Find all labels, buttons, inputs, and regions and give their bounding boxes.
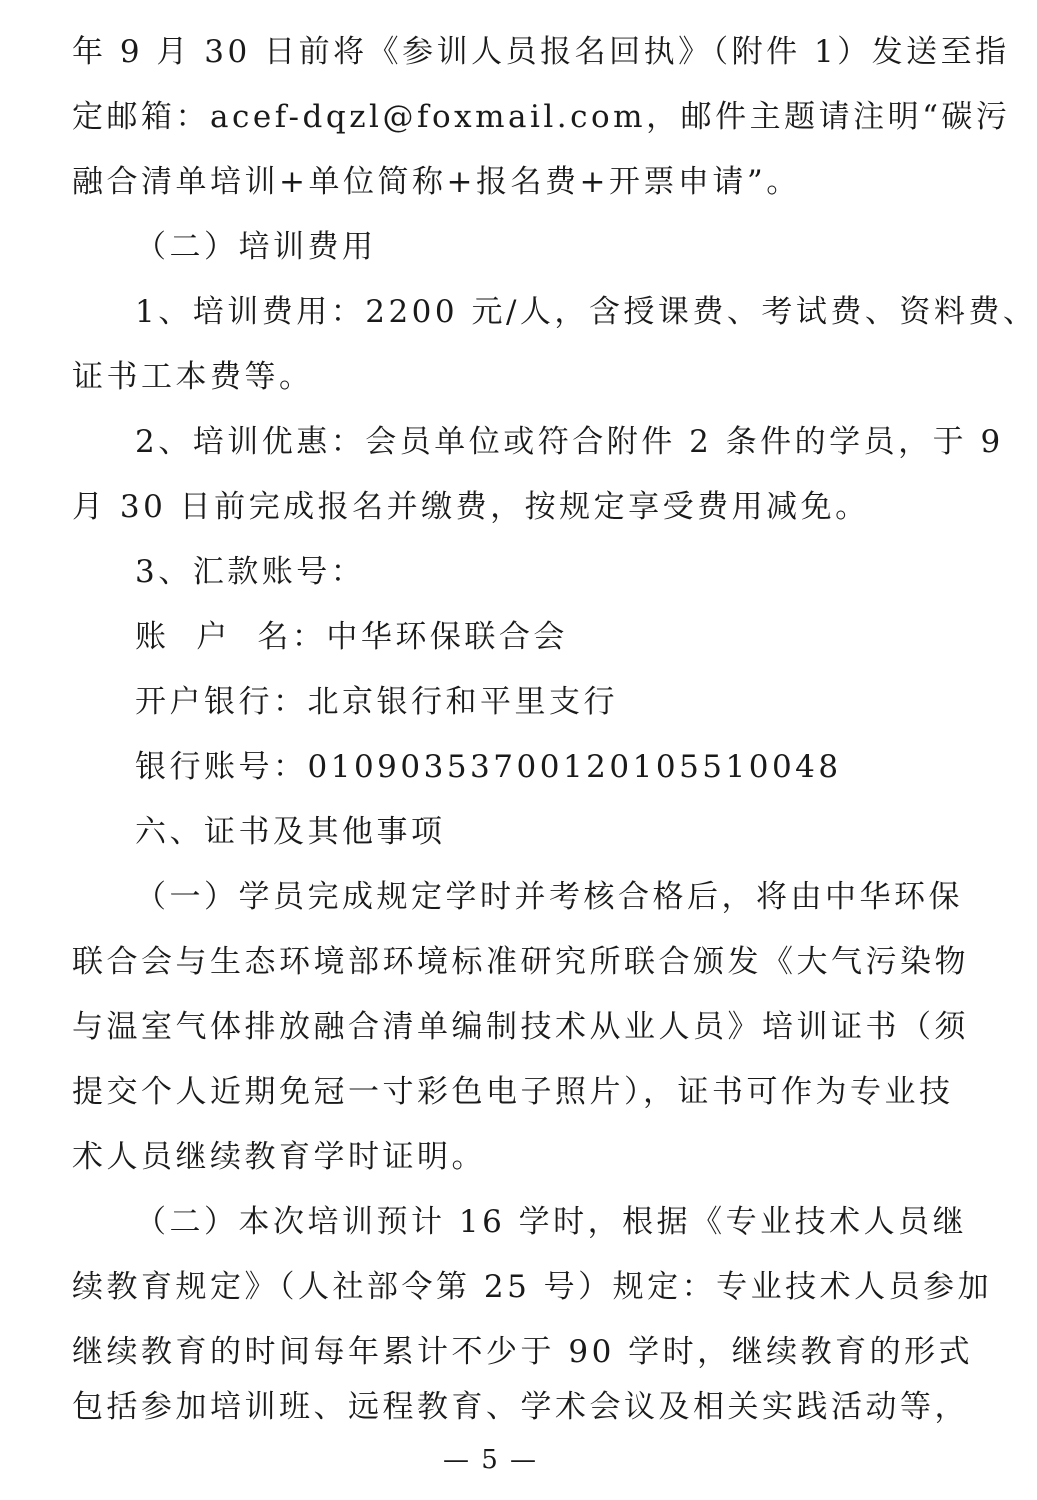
- text-line: （二）本次培训预计 16 学时，根据《专业技术人员继: [135, 1204, 968, 1240]
- text-line: 年 9 月 30 日前将《参训人员报名回执》（附件 1）发送至指: [72, 34, 1010, 70]
- text-line: 定邮箱：acef-dqzl@foxmail.com，邮件主题请注明“碳污: [72, 99, 1011, 135]
- text-line: 1、培训费用：2200 元/人，含授课费、考试费、资料费、: [135, 294, 1037, 330]
- text-line: 证书工本费等。: [72, 359, 314, 395]
- text-line: 3、汇款账号：: [135, 554, 366, 590]
- text-line: 2、培训优惠：会员单位或符合附件 2 条件的学员，于 9: [135, 424, 1004, 460]
- section-heading: （二）培训费用: [135, 229, 377, 265]
- text-line: 续教育规定》（人社部令第 25 号）规定：专业技术人员参加: [72, 1269, 993, 1305]
- page-number: — 5 —: [442, 1445, 539, 1475]
- text-line: （一）学员完成规定学时并考核合格后，将由中华环保: [135, 879, 963, 915]
- text-line: 术人员继续教育学时证明。: [72, 1139, 486, 1175]
- text-line: 月 30 日前完成报名并缴费，按规定享受费用减免。: [72, 489, 870, 525]
- text-line: 融合清单培训+单位简称+报名费+开票申请”。: [72, 164, 801, 200]
- text-line: 提交个人近期免冠一寸彩色电子照片），证书可作为专业技: [72, 1074, 954, 1110]
- bank-name-line: 开户银行：北京银行和平里支行: [135, 684, 618, 720]
- text-line: 继续教育的时间每年累计不少于 90 学时，继续教育的形式: [72, 1334, 974, 1370]
- text-line: 联合会与生态环境部环境标准研究所联合颁发《大气污染物: [72, 944, 969, 980]
- account-number-line: 银行账号：01090353700120105510048: [135, 749, 842, 785]
- section-heading: 六、证书及其他事项: [135, 814, 446, 850]
- text-line: 与温室气体排放融合清单编制技术从业人员》培训证书（须: [72, 1009, 969, 1045]
- text-line: 包括参加培训班、远程教育、学术会议及相关实践活动等，: [72, 1389, 969, 1425]
- account-name-line: 账 户 名：中华环保联合会: [135, 619, 568, 655]
